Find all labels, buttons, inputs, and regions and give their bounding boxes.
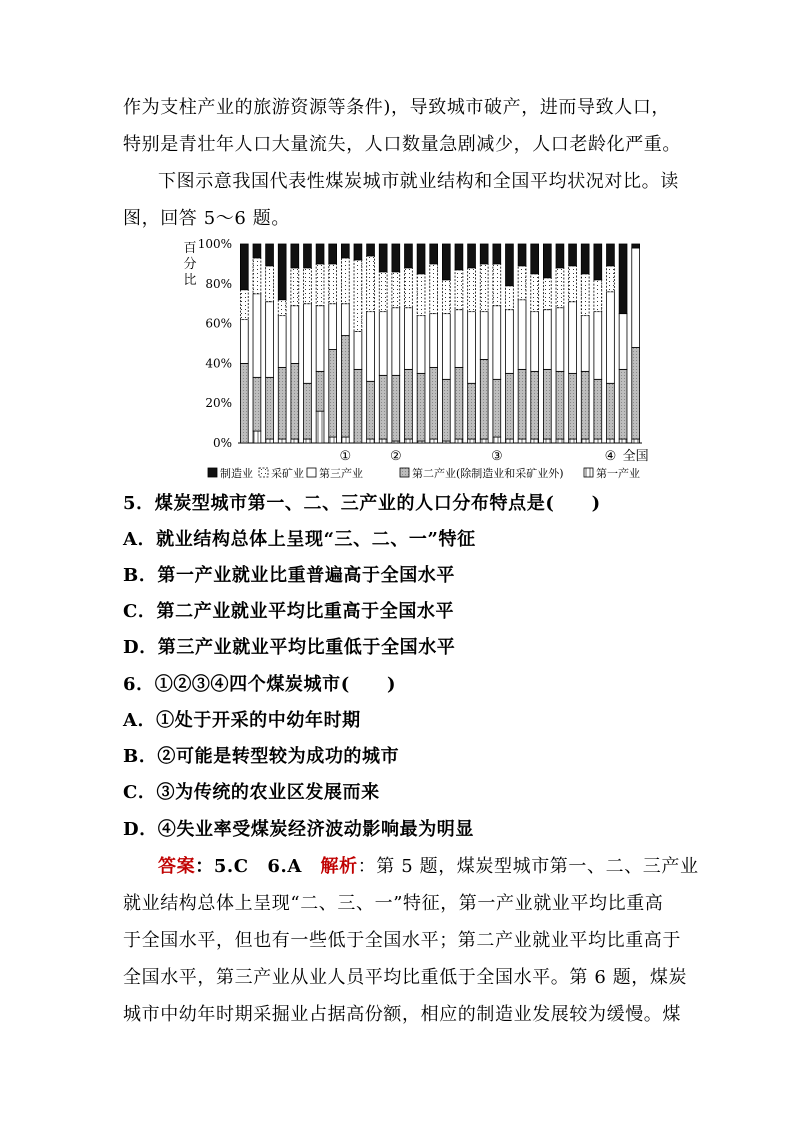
question-5-option-b: B．第一产业就业比重普遍高于全国水平 — [123, 565, 456, 586]
chart-legend — [208, 466, 640, 480]
bar-segment-primary — [594, 439, 602, 443]
bar-segment-secondary — [455, 367, 463, 439]
bar-segment-manufacturing — [518, 244, 526, 266]
bar-segment-mining — [581, 274, 589, 316]
bar-segment-mining — [607, 266, 615, 292]
bar-segment-manufacturing — [607, 244, 615, 266]
bar-segment-primary — [316, 411, 324, 443]
legend-swatch-tertiary — [307, 468, 316, 477]
bar-segment-primary — [581, 439, 589, 443]
bar-segment-mining — [518, 266, 526, 300]
bar-segment-manufacturing — [316, 244, 324, 264]
bar-segment-manufacturing — [442, 244, 450, 280]
bar-segment-secondary — [253, 377, 261, 431]
bar-segment-secondary — [619, 369, 627, 439]
bar-segment-secondary — [632, 347, 640, 439]
bar-segment-mining — [455, 270, 463, 310]
bar-segment-secondary — [493, 379, 501, 437]
bar-segment-secondary — [607, 383, 615, 439]
bar-segment-mining — [240, 290, 248, 320]
bar-segment-primary — [329, 437, 337, 443]
legend-label-secondary: 第二产业(除制造业和采矿业外) — [412, 467, 564, 480]
bar-segment-tertiary — [493, 306, 501, 380]
bar-segment-secondary — [468, 383, 476, 439]
bar-segment-secondary — [405, 369, 413, 439]
bar-segment-tertiary — [506, 310, 514, 374]
bar-segment-tertiary — [240, 320, 248, 364]
paragraph-1-line-1: 作为支柱产业的旅游资源等条件)，导致城市破产，进而导致人口， — [123, 97, 671, 118]
bar-segment-secondary — [354, 369, 362, 443]
bar-segment-manufacturing — [493, 244, 501, 264]
y-tick-label: 40% — [205, 356, 232, 371]
bar-segment-mining — [379, 272, 387, 312]
bar-segment-secondary — [531, 371, 539, 439]
bar-segment-secondary — [506, 373, 514, 439]
bar-segment-manufacturing — [581, 244, 589, 274]
city-marker-label: ② — [389, 449, 402, 464]
bar-segment-mining — [442, 280, 450, 314]
legend-swatch-manufacturing — [208, 468, 217, 477]
bar-segment-mining — [531, 274, 539, 312]
bar-segment-primary — [480, 439, 488, 443]
bar-segment-secondary — [556, 371, 564, 439]
bar-segment-tertiary — [367, 312, 375, 382]
bar-segment-manufacturing — [367, 244, 375, 256]
legend-label-tertiary: 第三产业 — [319, 467, 363, 480]
bar-segment-tertiary — [379, 312, 387, 376]
bar-segment-mining — [329, 264, 337, 304]
bar-segment-mining — [341, 258, 349, 304]
y-tick-label: 80% — [205, 276, 232, 291]
bar-segment-manufacturing — [392, 244, 400, 272]
question-5-option-c: C．第二产业就业平均比重高于全国水平 — [123, 601, 455, 622]
bar-segment-manufacturing — [417, 244, 425, 274]
bar-segment-primary — [430, 439, 438, 443]
bar-segment-manufacturing — [594, 244, 602, 280]
bar-segment-tertiary — [291, 306, 299, 364]
y-axis-label: 比 — [183, 273, 197, 288]
bar-segment-mining — [253, 258, 261, 294]
question-6-option-c: C．③为传统的农业区发展而来 — [123, 782, 380, 803]
answer-label: 答案 — [158, 856, 196, 877]
bar-segment-mining — [316, 264, 324, 306]
bar-segment-secondary — [341, 336, 349, 437]
bar-segment-manufacturing — [240, 244, 248, 290]
bar-segment-mining — [266, 266, 274, 302]
bar-segment-manufacturing — [266, 244, 274, 266]
bar-segment-mining — [556, 268, 564, 308]
bar-segment-tertiary — [531, 312, 539, 372]
bar-segment-primary — [341, 437, 349, 443]
explanation-line-4: 全国水平，第三产业从业人员平均比重低于全国水平。第 6 题，煤炭 — [123, 967, 688, 988]
bar-segment-mining — [354, 260, 362, 332]
question-5-option-d: D．第三产业就业平均比重低于全国水平 — [123, 637, 456, 658]
bar-segment-primary — [619, 439, 627, 443]
bar-segment-mining — [304, 268, 312, 304]
bar-segment-tertiary — [581, 316, 589, 372]
bar-segment-tertiary — [632, 248, 640, 347]
legend-swatch-secondary — [400, 468, 409, 477]
bar-segment-tertiary — [543, 310, 551, 370]
bar-segment-tertiary — [392, 308, 400, 376]
answer-values: 5.C 6.A — [213, 856, 321, 877]
bar-segment-tertiary — [569, 302, 577, 374]
bar-segment-tertiary — [619, 314, 627, 370]
bar-segment-primary — [405, 439, 413, 443]
question-6-option-b: B．②可能是转型较为成功的城市 — [123, 746, 400, 767]
explanation-line-3: 于全国水平，但也有一些低于全国水平；第二产业就业平均比重高于 — [123, 930, 681, 951]
bar-segment-tertiary — [480, 312, 488, 360]
bar-segment-secondary — [367, 381, 375, 439]
bar-segment-tertiary — [253, 294, 261, 378]
bar-segment-manufacturing — [632, 244, 640, 248]
bar-segment-secondary — [278, 367, 286, 439]
bar-segment-tertiary — [594, 312, 602, 380]
bar-segment-tertiary — [518, 300, 526, 370]
bar-segment-mining — [367, 256, 375, 312]
city-marker-label: ④ — [604, 449, 617, 464]
bar-segment-tertiary — [278, 316, 286, 368]
legend-swatch-primary — [584, 468, 593, 477]
bar-segment-secondary — [594, 379, 602, 439]
bar-segment-secondary — [304, 383, 312, 439]
bar-segment-tertiary — [607, 292, 615, 384]
bar-segment-mining — [506, 286, 514, 310]
bar-segment-mining — [417, 274, 425, 316]
legend-label-mining: 采矿业 — [271, 467, 304, 480]
bar-segment-primary — [506, 439, 514, 443]
bar-segment-manufacturing — [556, 244, 564, 268]
bar-segment-secondary — [581, 371, 589, 439]
city-marker-label: ③ — [490, 449, 503, 464]
bar-segment-primary — [531, 439, 539, 443]
bar-segment-mining — [569, 266, 577, 302]
paragraph-2-line-2: 图，回答 5～6 题。 — [123, 208, 290, 229]
employment-structure-chart — [176, 236, 656, 486]
bar-segment-manufacturing — [278, 244, 286, 300]
bar-segment-primary — [455, 439, 463, 443]
bar-segment-manufacturing — [543, 244, 551, 278]
bar-segment-manufacturing — [619, 244, 627, 314]
bar-segment-tertiary — [304, 304, 312, 384]
bar-segment-primary — [278, 439, 286, 443]
bar-segment-tertiary — [442, 314, 450, 380]
bar-segment-manufacturing — [468, 244, 476, 268]
bar-segment-manufacturing — [329, 244, 337, 264]
bar-segment-secondary — [329, 349, 337, 437]
bar-segment-secondary — [240, 363, 248, 443]
bar-segment-secondary — [316, 371, 324, 411]
question-6-option-a: A．①处于开采的中幼年时期 — [123, 710, 361, 731]
bar-segment-manufacturing — [379, 244, 387, 272]
bar-segment-secondary — [480, 359, 488, 439]
explanation-line-5: 城市中幼年时期采掘业占据高份额，相应的制造业发展较为缓慢。煤 — [123, 1004, 681, 1025]
bar-segment-secondary — [518, 369, 526, 439]
bar-segment-secondary — [379, 375, 387, 439]
bar-segment-manufacturing — [291, 244, 299, 268]
question-5-stem: 5．煤炭型城市第一、二、三产业的人口分布特点是( ) — [123, 493, 601, 514]
bar-segment-manufacturing — [405, 244, 413, 268]
bar-segment-primary — [367, 439, 375, 443]
bar-segment-secondary — [543, 369, 551, 439]
bar-segment-tertiary — [341, 304, 349, 336]
city-marker-label: 全国 — [622, 449, 649, 464]
bar-segment-secondary — [392, 375, 400, 441]
bar-segment-mining — [543, 278, 551, 310]
bar-segment-mining — [480, 264, 488, 312]
bar-segment-tertiary — [354, 332, 362, 370]
bar-segment-manufacturing — [480, 244, 488, 264]
bar-segment-manufacturing — [341, 244, 349, 258]
bar-segment-manufacturing — [569, 244, 577, 266]
bar-segment-primary — [569, 439, 577, 443]
bar-segment-secondary — [442, 379, 450, 441]
y-tick-label: 60% — [205, 316, 232, 331]
bar-segment-mining — [405, 268, 413, 308]
bar-stack-group — [240, 244, 639, 443]
bar-segment-tertiary — [417, 316, 425, 374]
bar-segment-secondary — [569, 373, 577, 439]
question-5-option-a: A．就业结构总体上呈现“三、二、一”特征 — [123, 529, 476, 550]
bar-segment-secondary — [417, 373, 425, 441]
bar-segment-manufacturing — [304, 244, 312, 268]
paragraph-2-line-1: 下图示意我国代表性煤炭城市就业结构和全国平均状况对比。读 — [158, 171, 679, 192]
bar-segment-secondary — [291, 363, 299, 439]
explanation-line-2: 就业结构总体上呈现“二、三、一”特征，第一产业就业平均比重高 — [123, 893, 664, 914]
bar-segment-primary — [493, 437, 501, 443]
bar-segment-tertiary — [316, 306, 324, 372]
question-6-stem: 6．①②③④四个煤炭城市( ) — [123, 674, 397, 695]
y-tick-label: 100% — [197, 237, 232, 251]
bar-segment-primary — [304, 439, 312, 443]
bar-segment-tertiary — [455, 310, 463, 368]
bar-segment-primary — [253, 431, 261, 443]
bar-segment-mining — [493, 264, 501, 306]
bar-segment-manufacturing — [506, 244, 514, 286]
city-marker-group — [339, 449, 648, 464]
bar-segment-primary — [291, 439, 299, 443]
bar-segment-manufacturing — [430, 244, 438, 264]
city-marker-label: ① — [339, 449, 352, 464]
bar-segment-mining — [291, 268, 299, 306]
bar-segment-primary — [556, 439, 564, 443]
bar-segment-mining — [468, 268, 476, 312]
bar-segment-secondary — [430, 367, 438, 439]
y-axis-label: 百 — [183, 241, 197, 256]
bar-segment-secondary — [266, 377, 274, 439]
bar-segment-primary — [468, 439, 476, 443]
bar-segment-manufacturing — [455, 244, 463, 270]
bar-segment-mining — [430, 264, 438, 314]
answer-colon: ： — [195, 856, 214, 877]
answer-line — [158, 855, 699, 879]
explanation-label: 解析 — [320, 856, 358, 877]
bar-segment-mining — [278, 300, 286, 316]
legend-label-manufacturing: 制造业 — [220, 467, 253, 480]
bar-segment-tertiary — [468, 312, 476, 384]
explanation-line-1: ：第 5 题，煤炭型城市第一、二、三产业 — [357, 856, 699, 877]
bar-segment-tertiary — [430, 314, 438, 368]
question-6-option-d: D．④失业率受煤炭经济波动影响最为明显 — [123, 819, 475, 840]
bar-segment-tertiary — [405, 308, 413, 370]
y-axis-label: 分 — [183, 257, 197, 272]
bar-segment-primary — [632, 439, 640, 443]
bar-segment-mining — [392, 272, 400, 308]
y-tick-label: 20% — [205, 396, 232, 411]
bar-segment-primary — [607, 439, 615, 443]
bar-segment-tertiary — [556, 308, 564, 372]
bar-segment-manufacturing — [253, 244, 261, 258]
bar-segment-manufacturing — [531, 244, 539, 274]
bar-segment-primary — [543, 439, 551, 443]
bar-segment-manufacturing — [354, 244, 362, 260]
y-tick-label: 0% — [212, 436, 232, 450]
bar-segment-tertiary — [329, 304, 337, 350]
bar-segment-mining — [594, 280, 602, 312]
legend-swatch-mining — [259, 468, 268, 477]
bar-segment-primary — [518, 439, 526, 443]
legend-label-primary: 第一产业 — [596, 467, 640, 480]
bar-segment-tertiary — [266, 302, 274, 378]
bar-segment-primary — [266, 439, 274, 443]
paragraph-1-line-2: 特别是青壮年人口大量流失，人口数量急剧减少，人口老龄化严重。 — [123, 134, 681, 155]
bar-segment-primary — [379, 439, 387, 443]
